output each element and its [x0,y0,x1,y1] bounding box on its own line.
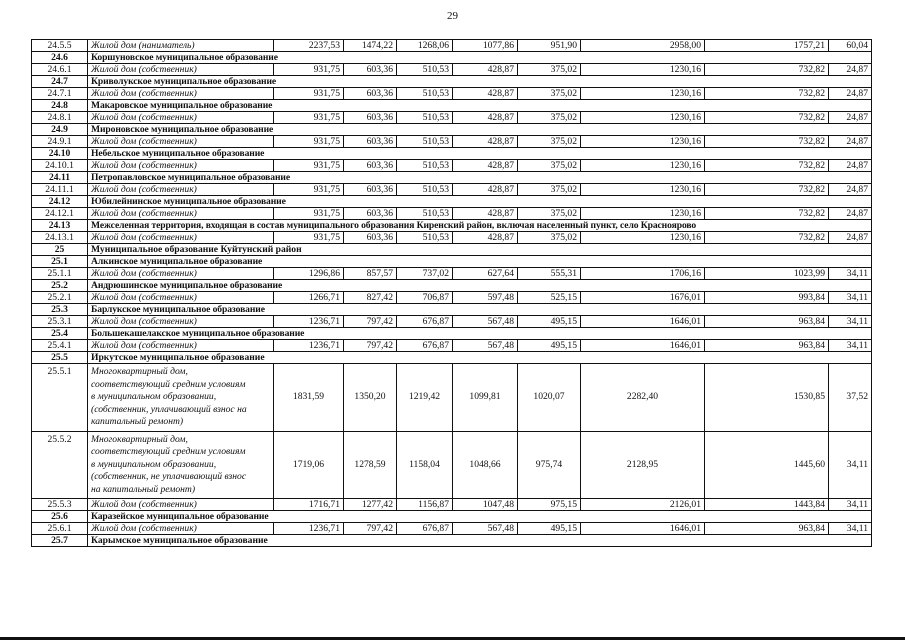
value-cell: 603,36 [344,88,397,100]
value-cell: 510,53 [397,184,453,196]
municipality-header-row [32,511,872,523]
value-cell: 24,87 [829,88,872,100]
table-row [32,184,872,196]
value-cell: 603,36 [344,160,397,172]
row-code: 24.12 [32,196,88,208]
table-row [32,292,872,304]
value-cell: 495,15 [518,523,581,535]
value-cell: 428,87 [453,64,518,76]
housing-type-line: соответствующий средним условиям [91,378,246,390]
value-cell: 375,02 [518,88,581,100]
row-code: 24.8.1 [32,112,88,124]
value-cell: 37,52 [829,364,872,432]
value-cell: 2128,95 [581,431,705,499]
value-cell: 1048,66 [453,431,518,499]
value-cell: 1020,07 [518,364,581,432]
value-cell: 34,11 [829,431,872,499]
row-code: 25.3 [32,304,88,316]
row-code: 25.2 [32,280,88,292]
municipality-name: Юбилейнинское муниципальное образование [88,196,872,208]
value-cell: 797,42 [344,340,397,352]
housing-type: Жилой дом (собственник) [88,160,274,172]
value-cell: 732,82 [705,64,829,76]
housing-type: Жилой дом (наниматель) [88,40,274,52]
value-cell: 857,57 [344,268,397,280]
municipality-header-row [32,52,872,64]
value-cell: 1266,71 [274,292,344,304]
value-cell: 1236,71 [274,523,344,535]
municipality-name: Петропавловское муниципальное образование [88,172,872,184]
value-cell: 510,53 [397,64,453,76]
tariff-table [31,39,872,547]
municipality-header-row [32,220,872,232]
table-row [32,208,872,220]
value-cell: 525,15 [518,292,581,304]
value-cell: 1023,99 [705,268,829,280]
value-cell: 375,02 [518,112,581,124]
value-cell: 1757,21 [705,40,829,52]
row-code: 24.13 [32,220,88,232]
row-code: 24.8 [32,100,88,112]
row-code: 25.1.1 [32,268,88,280]
housing-type: Жилой дом (собственник) [88,523,274,535]
value-cell: 1236,71 [274,316,344,328]
value-cell: 24,87 [829,232,872,244]
value-cell: 1277,42 [344,499,397,511]
value-cell: 1646,01 [581,340,705,352]
row-code: 24.5.5 [32,40,88,52]
housing-type-line: Многоквартирный дом, [91,366,188,377]
table-row [32,364,872,432]
municipality-name: Макаровское муниципальное образование [88,100,872,112]
municipality-header-row [32,124,872,136]
row-code: 24.9 [32,124,88,136]
value-cell: 428,87 [453,184,518,196]
value-cell: 24,87 [829,64,872,76]
value-cell: 1268,06 [397,40,453,52]
municipality-name: Криволукское муниципальное образование [88,76,872,88]
municipality-name: Мироновское муниципальное образование [88,124,872,136]
value-cell: 1716,71 [274,499,344,511]
housing-type: Жилой дом (собственник) [88,292,274,304]
value-cell: 1296,86 [274,268,344,280]
municipality-name: Большекашелакское муниципальное образование [88,328,872,340]
value-cell: 1230,16 [581,136,705,148]
value-cell: 428,87 [453,88,518,100]
table-row [32,499,872,511]
value-cell: 931,75 [274,136,344,148]
table-row [32,160,872,172]
housing-type-line: соответствующий средним условиям [91,446,246,457]
value-cell: 1831,59 [274,364,344,432]
row-code: 25.3.1 [32,316,88,328]
value-cell: 428,87 [453,160,518,172]
value-cell: 732,82 [705,136,829,148]
value-cell: 603,36 [344,112,397,124]
value-cell: 34,11 [829,523,872,535]
value-cell: 2126,01 [581,499,705,511]
row-code: 24.7.1 [32,88,88,100]
value-cell: 732,82 [705,160,829,172]
value-cell: 510,53 [397,232,453,244]
value-cell: 24,87 [829,184,872,196]
housing-type: Жилой дом (собственник) [88,112,274,124]
value-cell: 24,87 [829,160,872,172]
value-cell: 567,48 [453,523,518,535]
section-header-row [32,535,872,547]
value-cell: 732,82 [705,232,829,244]
value-cell: 1676,01 [581,292,705,304]
value-cell: 1230,16 [581,88,705,100]
municipality-name: Андрюшинское муниципальное образование [88,280,872,292]
row-code: 25.7 [32,535,88,547]
value-cell: 510,53 [397,88,453,100]
value-cell: 737,02 [397,268,453,280]
row-code: 24.9.1 [32,136,88,148]
housing-type: Жилой дом (собственник) [88,136,274,148]
housing-type: Жилой дом (собственник) [88,184,274,196]
value-cell: 975,74 [518,431,581,499]
table-row [32,40,872,52]
value-cell: 732,82 [705,208,829,220]
value-cell: 1706,16 [581,268,705,280]
value-cell: 34,11 [829,292,872,304]
row-code: 25 [32,244,88,256]
value-cell: 375,02 [518,184,581,196]
value-cell: 1230,16 [581,232,705,244]
value-cell: 34,11 [829,499,872,511]
value-cell: 2282,40 [581,364,705,432]
municipality-header-row [32,304,872,316]
value-cell: 931,75 [274,208,344,220]
municipality-name: Межселенная территория, входящая в состав муниципального образования Киренский район, включая населенный пункт, село Красноярово [88,220,872,232]
value-cell: 1443,84 [705,499,829,511]
housing-type: Жилой дом (собственник) [88,64,274,76]
value-cell: 34,11 [829,340,872,352]
housing-type: Жилой дом (собственник) [88,88,274,100]
value-cell: 1230,16 [581,184,705,196]
housing-type-line: в муниципальном образовании, [91,391,217,402]
value-cell: 567,48 [453,340,518,352]
value-cell: 963,84 [705,316,829,328]
value-cell: 603,36 [344,232,397,244]
housing-type-line: (собственник, не уплачивающий взнос [91,471,247,482]
value-cell: 1230,16 [581,112,705,124]
row-code: 25.6 [32,511,88,523]
value-cell: 963,84 [705,523,829,535]
municipality-header-row [32,196,872,208]
row-code: 24.12.1 [32,208,88,220]
value-cell: 975,15 [518,499,581,511]
value-cell: 1230,16 [581,160,705,172]
value-cell: 603,36 [344,64,397,76]
value-cell: 676,87 [397,316,453,328]
table-row [32,316,872,328]
municipality-header-row [32,328,872,340]
value-cell: 797,42 [344,523,397,535]
municipality-header-row [32,172,872,184]
section-header-row [32,352,872,364]
value-cell: 603,36 [344,184,397,196]
value-cell: 2958,00 [581,40,705,52]
row-code: 25.4 [32,328,88,340]
value-cell: 495,15 [518,340,581,352]
value-cell: 1719,06 [274,431,344,499]
row-code: 24.10.1 [32,160,88,172]
page-number: 29 [447,10,458,22]
value-cell: 567,48 [453,316,518,328]
value-cell: 1156,87 [397,499,453,511]
table-row [32,268,872,280]
value-cell: 1445,60 [705,431,829,499]
municipality-name: Небельское муниципальное образование [88,148,872,160]
municipality-name: Барлукское муниципальное образование [88,304,872,316]
value-cell: 555,31 [518,268,581,280]
housing-type-line: (собственник, уплачивающий взнос на [91,403,247,415]
municipality-name: Карымское муниципальное образование [88,535,872,547]
section-header-row [32,244,872,256]
table-row [32,340,872,352]
row-code: 25.5 [32,352,88,364]
row-code: 25.6.1 [32,523,88,535]
value-cell: 827,42 [344,292,397,304]
municipality-header-row [32,76,872,88]
value-cell: 732,82 [705,88,829,100]
value-cell: 993,84 [705,292,829,304]
value-cell: 597,48 [453,292,518,304]
value-cell: 732,82 [705,184,829,196]
value-cell: 1350,20 [344,364,397,432]
table-row [32,64,872,76]
row-code: 24.6 [32,52,88,64]
value-cell: 34,11 [829,268,872,280]
housing-type [88,364,274,432]
housing-type-line: на капитальный ремонт) [91,483,196,495]
value-cell: 627,64 [453,268,518,280]
row-code: 25.5.1 [32,364,88,432]
value-cell: 1474,22 [344,40,397,52]
table-row [32,523,872,535]
value-cell: 706,87 [397,292,453,304]
tariff-table-body [32,40,872,547]
value-cell: 1278,59 [344,431,397,499]
value-cell: 375,02 [518,64,581,76]
row-code: 25.4.1 [32,340,88,352]
value-cell: 931,75 [274,88,344,100]
housing-type: Жилой дом (собственник) [88,316,274,328]
table-row [32,112,872,124]
value-cell: 1646,01 [581,523,705,535]
value-cell: 931,75 [274,184,344,196]
value-cell: 797,42 [344,316,397,328]
municipality-header-row [32,148,872,160]
housing-type-line: капитальный ремонт) [91,416,184,427]
value-cell: 931,75 [274,64,344,76]
municipality-header-row [32,256,872,268]
row-code: 24.10 [32,148,88,160]
value-cell: 2237,53 [274,40,344,52]
housing-type: Жилой дом (собственник) [88,340,274,352]
municipality-name: Муниципальное образование Куйтунский район [88,244,872,256]
value-cell: 375,02 [518,136,581,148]
value-cell: 24,87 [829,136,872,148]
value-cell: 375,02 [518,208,581,220]
value-cell: 603,36 [344,208,397,220]
table-row [32,88,872,100]
row-code: 25.2.1 [32,292,88,304]
housing-type-line: в муниципальном образовании, [91,458,217,470]
housing-type: Жилой дом (собственник) [88,499,274,511]
municipality-name: Коршуновское муниципальное образование [88,52,872,64]
value-cell: 1047,48 [453,499,518,511]
value-cell: 1646,01 [581,316,705,328]
row-code: 24.6.1 [32,64,88,76]
row-code: 25.1 [32,256,88,268]
value-cell: 1236,71 [274,340,344,352]
value-cell: 1077,86 [453,40,518,52]
value-cell: 60,04 [829,40,872,52]
housing-type: Жилой дом (собственник) [88,208,274,220]
value-cell: 34,11 [829,316,872,328]
row-code: 24.11 [32,172,88,184]
value-cell: 1230,16 [581,64,705,76]
housing-type [88,431,274,499]
value-cell: 428,87 [453,232,518,244]
table-row [32,431,872,499]
row-code: 25.5.3 [32,499,88,511]
value-cell: 951,90 [518,40,581,52]
value-cell: 24,87 [829,112,872,124]
housing-type: Жилой дом (собственник) [88,232,274,244]
value-cell: 1230,16 [581,208,705,220]
value-cell: 510,53 [397,160,453,172]
value-cell: 963,84 [705,340,829,352]
value-cell: 510,53 [397,208,453,220]
municipality-name: Каразейское муниципальное образование [88,511,872,523]
value-cell: 931,75 [274,232,344,244]
municipality-name: Иркутское муниципальное образование [88,352,872,364]
value-cell: 1219,42 [397,364,453,432]
value-cell: 428,87 [453,136,518,148]
value-cell: 931,75 [274,112,344,124]
value-cell: 510,53 [397,112,453,124]
value-cell: 1099,81 [453,364,518,432]
municipality-header-row [32,100,872,112]
table-row [32,232,872,244]
value-cell: 1530,85 [705,364,829,432]
value-cell: 1158,04 [397,431,453,499]
housing-type-line: Многоквартирный дом, [91,433,188,445]
value-cell: 732,82 [705,112,829,124]
municipality-name: Алкинское муниципальное образование [88,256,872,268]
table-row [32,136,872,148]
value-cell: 428,87 [453,112,518,124]
housing-type: Жилой дом (собственник) [88,268,274,280]
value-cell: 603,36 [344,136,397,148]
row-code: 25.5.2 [32,431,88,499]
value-cell: 428,87 [453,208,518,220]
value-cell: 676,87 [397,523,453,535]
row-code: 24.13.1 [32,232,88,244]
value-cell: 495,15 [518,316,581,328]
row-code: 24.11.1 [32,184,88,196]
value-cell: 676,87 [397,340,453,352]
value-cell: 510,53 [397,136,453,148]
value-cell: 931,75 [274,160,344,172]
value-cell: 375,02 [518,160,581,172]
municipality-header-row [32,280,872,292]
value-cell: 24,87 [829,208,872,220]
value-cell: 375,02 [518,232,581,244]
row-code: 24.7 [32,76,88,88]
